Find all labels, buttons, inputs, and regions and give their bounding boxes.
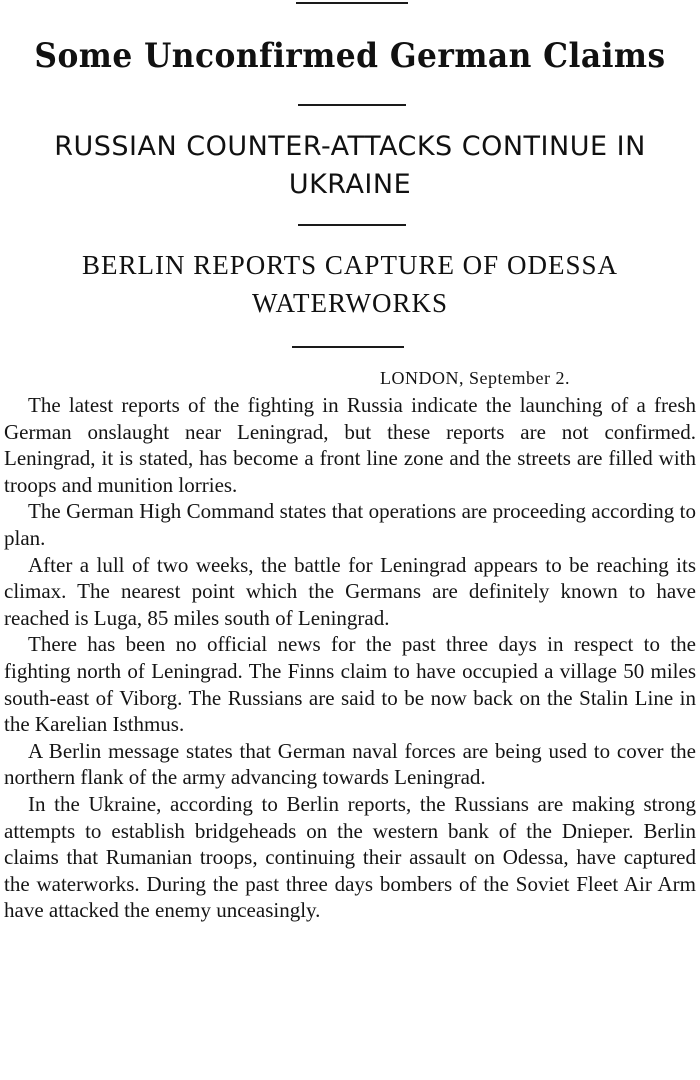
article-body bbox=[4, 392, 696, 924]
divider-rule-2 bbox=[298, 224, 406, 226]
top-rule bbox=[296, 2, 408, 4]
paragraph: In the Ukraine, according to Berlin reports, the Russians are making strong attempts to establish bridgeheads on the western bank of the Dnieper. Berlin claims that Rumanian troops, continuing their assault on Odessa, have captured the waterworks. During the past three days bombers of the Soviet Fleet Air Arm have attacked the enemy unceasingly. bbox=[4, 791, 696, 923]
paragraph: The latest reports of the fighting in Russia indicate the launching of a fresh German onslaught near Leningrad, but these reports are not confirmed. Leningrad, it is stated, has become a front line zone and the streets are filled with troops and munition lorries. bbox=[4, 393, 696, 497]
paragraph: There has been no official news for the past three days in respect to the fighting north of Leningrad. The Finns claim to have occupied a village 50 miles south-east of Viborg. The Russians are said to be now back on the Stalin Line in the Karelian Isthmus. bbox=[4, 632, 696, 737]
dateline: LONDON, September 2. bbox=[380, 368, 570, 388]
sub-headline-2: BERLIN REPORTS CAPTURE OF ODESSA WATERWORKS bbox=[82, 250, 618, 318]
paragraph: After a lull of two weeks, the battle for Leningrad appears to be reaching its climax. The nearest point which the Germans are definitely known to have reached is Luga, 85 miles south of Leningrad. bbox=[4, 552, 696, 630]
divider-rule-1 bbox=[298, 104, 406, 106]
sub-headline-1: RUSSIAN COUNTER-ATTACKS CONTINUE IN UKRAINE bbox=[54, 131, 646, 200]
paragraph: The German High Command states that operations are proceeding according to plan. bbox=[4, 499, 696, 550]
paragraph: A Berlin message states that German naval forces are being used to cover the northern flank of the army advancing towards Leningrad. bbox=[4, 738, 696, 790]
main-headline: Some Unconfirmed German Claims bbox=[34, 36, 666, 76]
divider-rule-3 bbox=[292, 346, 404, 348]
